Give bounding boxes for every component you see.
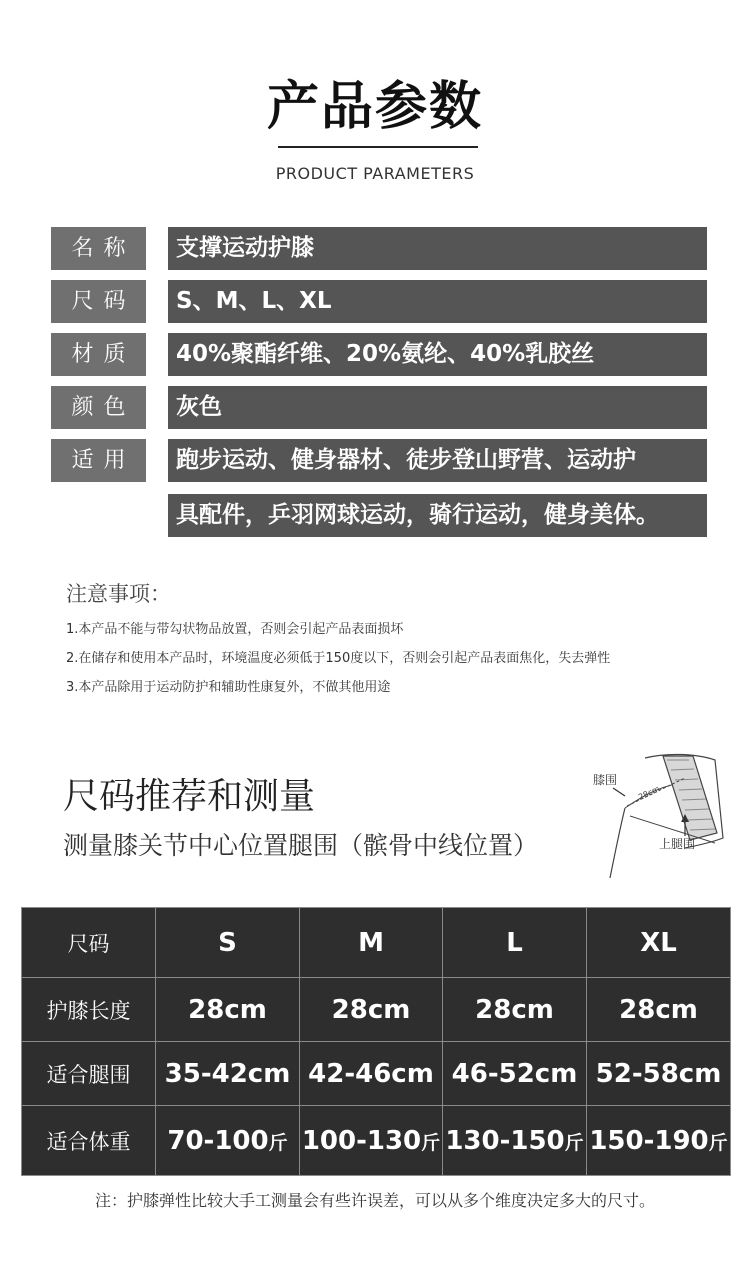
param-label-name: 名称 (51, 227, 146, 270)
param-label-usage: 适用 (51, 439, 146, 482)
table-cell: 35-42cm (156, 1042, 300, 1106)
table-row (22, 908, 731, 978)
table-cell (300, 1106, 443, 1176)
page-title: 产品参数 (266, 77, 483, 137)
param-label-material: 材质 (51, 333, 146, 376)
weight-unit: 斤 (564, 1131, 584, 1154)
table-row (22, 978, 731, 1042)
table-cell: 52-58cm (587, 1042, 731, 1106)
weight-value: 70-100 (167, 1125, 269, 1156)
param-value-size: S、M、L、XL (168, 280, 707, 323)
table-cell: 28cm (300, 978, 443, 1042)
weight-value: 130-150 (445, 1125, 565, 1156)
weight-unit: 斤 (421, 1131, 441, 1154)
measure-title: 尺码推荐和测量 (63, 776, 316, 817)
knee-measure-diagram (585, 748, 730, 883)
row-label: 适合腿围 (22, 1042, 156, 1106)
size-header-cell: M (300, 908, 443, 978)
size-table (21, 907, 731, 1176)
page-subtitle: PRODUCT PARAMETERS (275, 164, 475, 183)
size-header-cell: XL (587, 908, 731, 978)
row-label: 适合体重 (22, 1106, 156, 1176)
weight-value: 150-190 (589, 1125, 709, 1156)
param-value-name: 支撑运动护膝 (168, 227, 707, 270)
table-row (22, 1042, 731, 1106)
table-cell: 28cm (587, 978, 731, 1042)
diagram-knee-label: 膝围 (593, 773, 618, 787)
param-value-usage: 跑步运动、健身器材、徒步登山野营、运动护 (168, 439, 707, 482)
size-header-cell: L (443, 908, 587, 978)
table-cell: 28cm (156, 978, 300, 1042)
table-cell (443, 1106, 587, 1176)
note-item: 3.本产品除用于运动防护和辅助性康复外，不做其他用途 (66, 680, 391, 695)
diagram-thigh-label: 上腿围 (659, 837, 696, 851)
table-cell (156, 1106, 300, 1176)
param-value-usage-cont: 具配件，乒羽网球运动，骑行运动，健身美体。 (168, 494, 707, 537)
param-label-size: 尺码 (51, 280, 146, 323)
diagram-length-label: 28cm (637, 784, 662, 802)
table-cell (587, 1106, 731, 1176)
measure-subtitle: 测量膝关节中心位置腿围（髌骨中线位置） (63, 831, 539, 860)
param-value-material: 40%聚酯纤维、20%氨纶、40%乳胶丝 (168, 333, 707, 376)
table-cell: 42-46cm (300, 1042, 443, 1106)
title-underline (278, 146, 478, 148)
size-header-cell: S (156, 908, 300, 978)
row-label: 护膝长度 (22, 978, 156, 1042)
weight-unit: 斤 (708, 1131, 728, 1154)
footer-note: 注：护膝弹性比较大手工测量会有些许误差，可以从多个维度决定多大的尺寸。 (94, 1191, 655, 1210)
param-value-color: 灰色 (168, 386, 707, 429)
notes-title: 注意事项： (66, 582, 171, 606)
size-header-label: 尺码 (22, 908, 156, 978)
note-item: 1.本产品不能与带勾状物品放置，否则会引起产品表面损坏 (66, 622, 404, 637)
table-cell: 28cm (443, 978, 587, 1042)
table-cell: 46-52cm (443, 1042, 587, 1106)
note-item: 2.在储存和使用本产品时，环境温度必须低于150度以下，否则会引起产品表面焦化，失去弹性 (66, 651, 611, 666)
param-label-color: 颜色 (51, 386, 146, 429)
table-row (22, 1106, 731, 1176)
weight-unit: 斤 (268, 1131, 288, 1154)
weight-value: 100-130 (301, 1125, 422, 1156)
